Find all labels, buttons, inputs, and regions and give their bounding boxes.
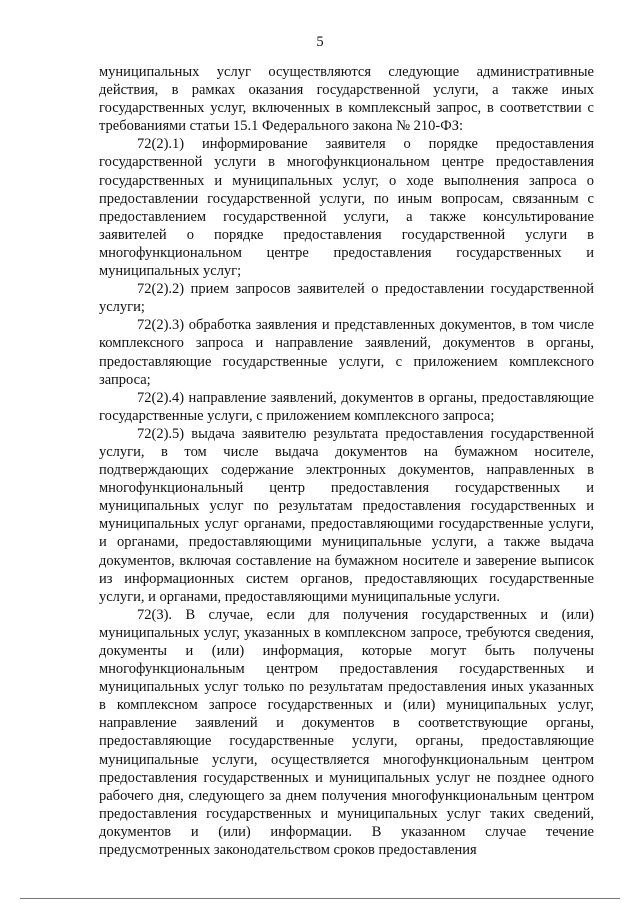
paragraph-72-2-5: 72(2).5) выдача заявителю результата предоставления государственной услуги, в том числе выдача документов на бумажном носителе, подтверждающих содержание электронных документов, направленных в многофункциональный центр предоставления государственных и муниципальных услуг по результатам предоставления государственных и муниципальных услуг органами, предоставляющими государственные услуги, и органами, предоставляющими муниципальные услуги, а также выдача документов, включая составление на бумажном носителе и заверение выписок из информационных систем органов, предоставляющих государственные услуги, и органами, предоставляющими муниципальные услуги.: [99, 425, 594, 605]
paragraph-72-2-1: 72(2).1) информирование заявителя о порядке предоставления государственной услуги в многофункциональном центре предоставления государственных и муниципальных услуг, о ходе выполнения запроса о предоставлении государственной услуги, по иным вопросам, связанным с предоставлением государственной услуги, а также консультирование заявителей о порядке предоставления государственной услуги в многофункциональном центре предоставления государственных и муниципальных услуг;: [99, 136, 594, 280]
page-number: 5: [316, 34, 324, 50]
footer-divider: [20, 898, 620, 899]
document-body: [99, 63, 594, 859]
paragraph-72-2-3: 72(2).3) обработка заявления и представленных документов, в том числе комплексного запроса и направление заявлений, документов в органы, предоставляющие государственные услуги, с приложением комплексного запроса;: [99, 317, 594, 388]
paragraph-72-3: 72(3). В случае, если для получения государственных и (или) муниципальных услуг, указанных в комплексном запросе, требуются сведения, документы и (или) информация, которые могут быть получены многофункциональным центром предоставления государственных и муниципальных услуг только по результатам предоставления иных указанных в комплексном запросе государственных и (или) муниципальных услуг, направление заявлений и документов в соответствующие органы, предоставляющие государственные услуги, органы, предоставляющие муниципальные услуги, осуществляется многофункциональным центром предоставления государственных и муниципальных услуг не позднее одного рабочего дня, следующего за днем получения многофункциональным центром предоставления государственных и муниципальных услуг таких сведений, документов и (или) информации. В указанном случае течение предусмотренных законодательством сроков предоставления: [99, 606, 594, 859]
paragraph-72-2-4: 72(2).4) направление заявлений, документов в органы, предоставляющие государственные услуги, с приложением комплексного запроса;: [99, 389, 594, 424]
paragraph-intro: муниципальных услуг осуществляются следующие административные действия, в рамках оказания государственной услуги, а также иных государственных услуг, включенных в комплексный запрос, в соответствии с требованиями статьи 15.1 Федерального закона № 210-ФЗ:: [99, 64, 594, 135]
paragraph-72-2-2: 72(2).2) прием запросов заявителей о предоставлении государственной услуги;: [99, 281, 594, 316]
